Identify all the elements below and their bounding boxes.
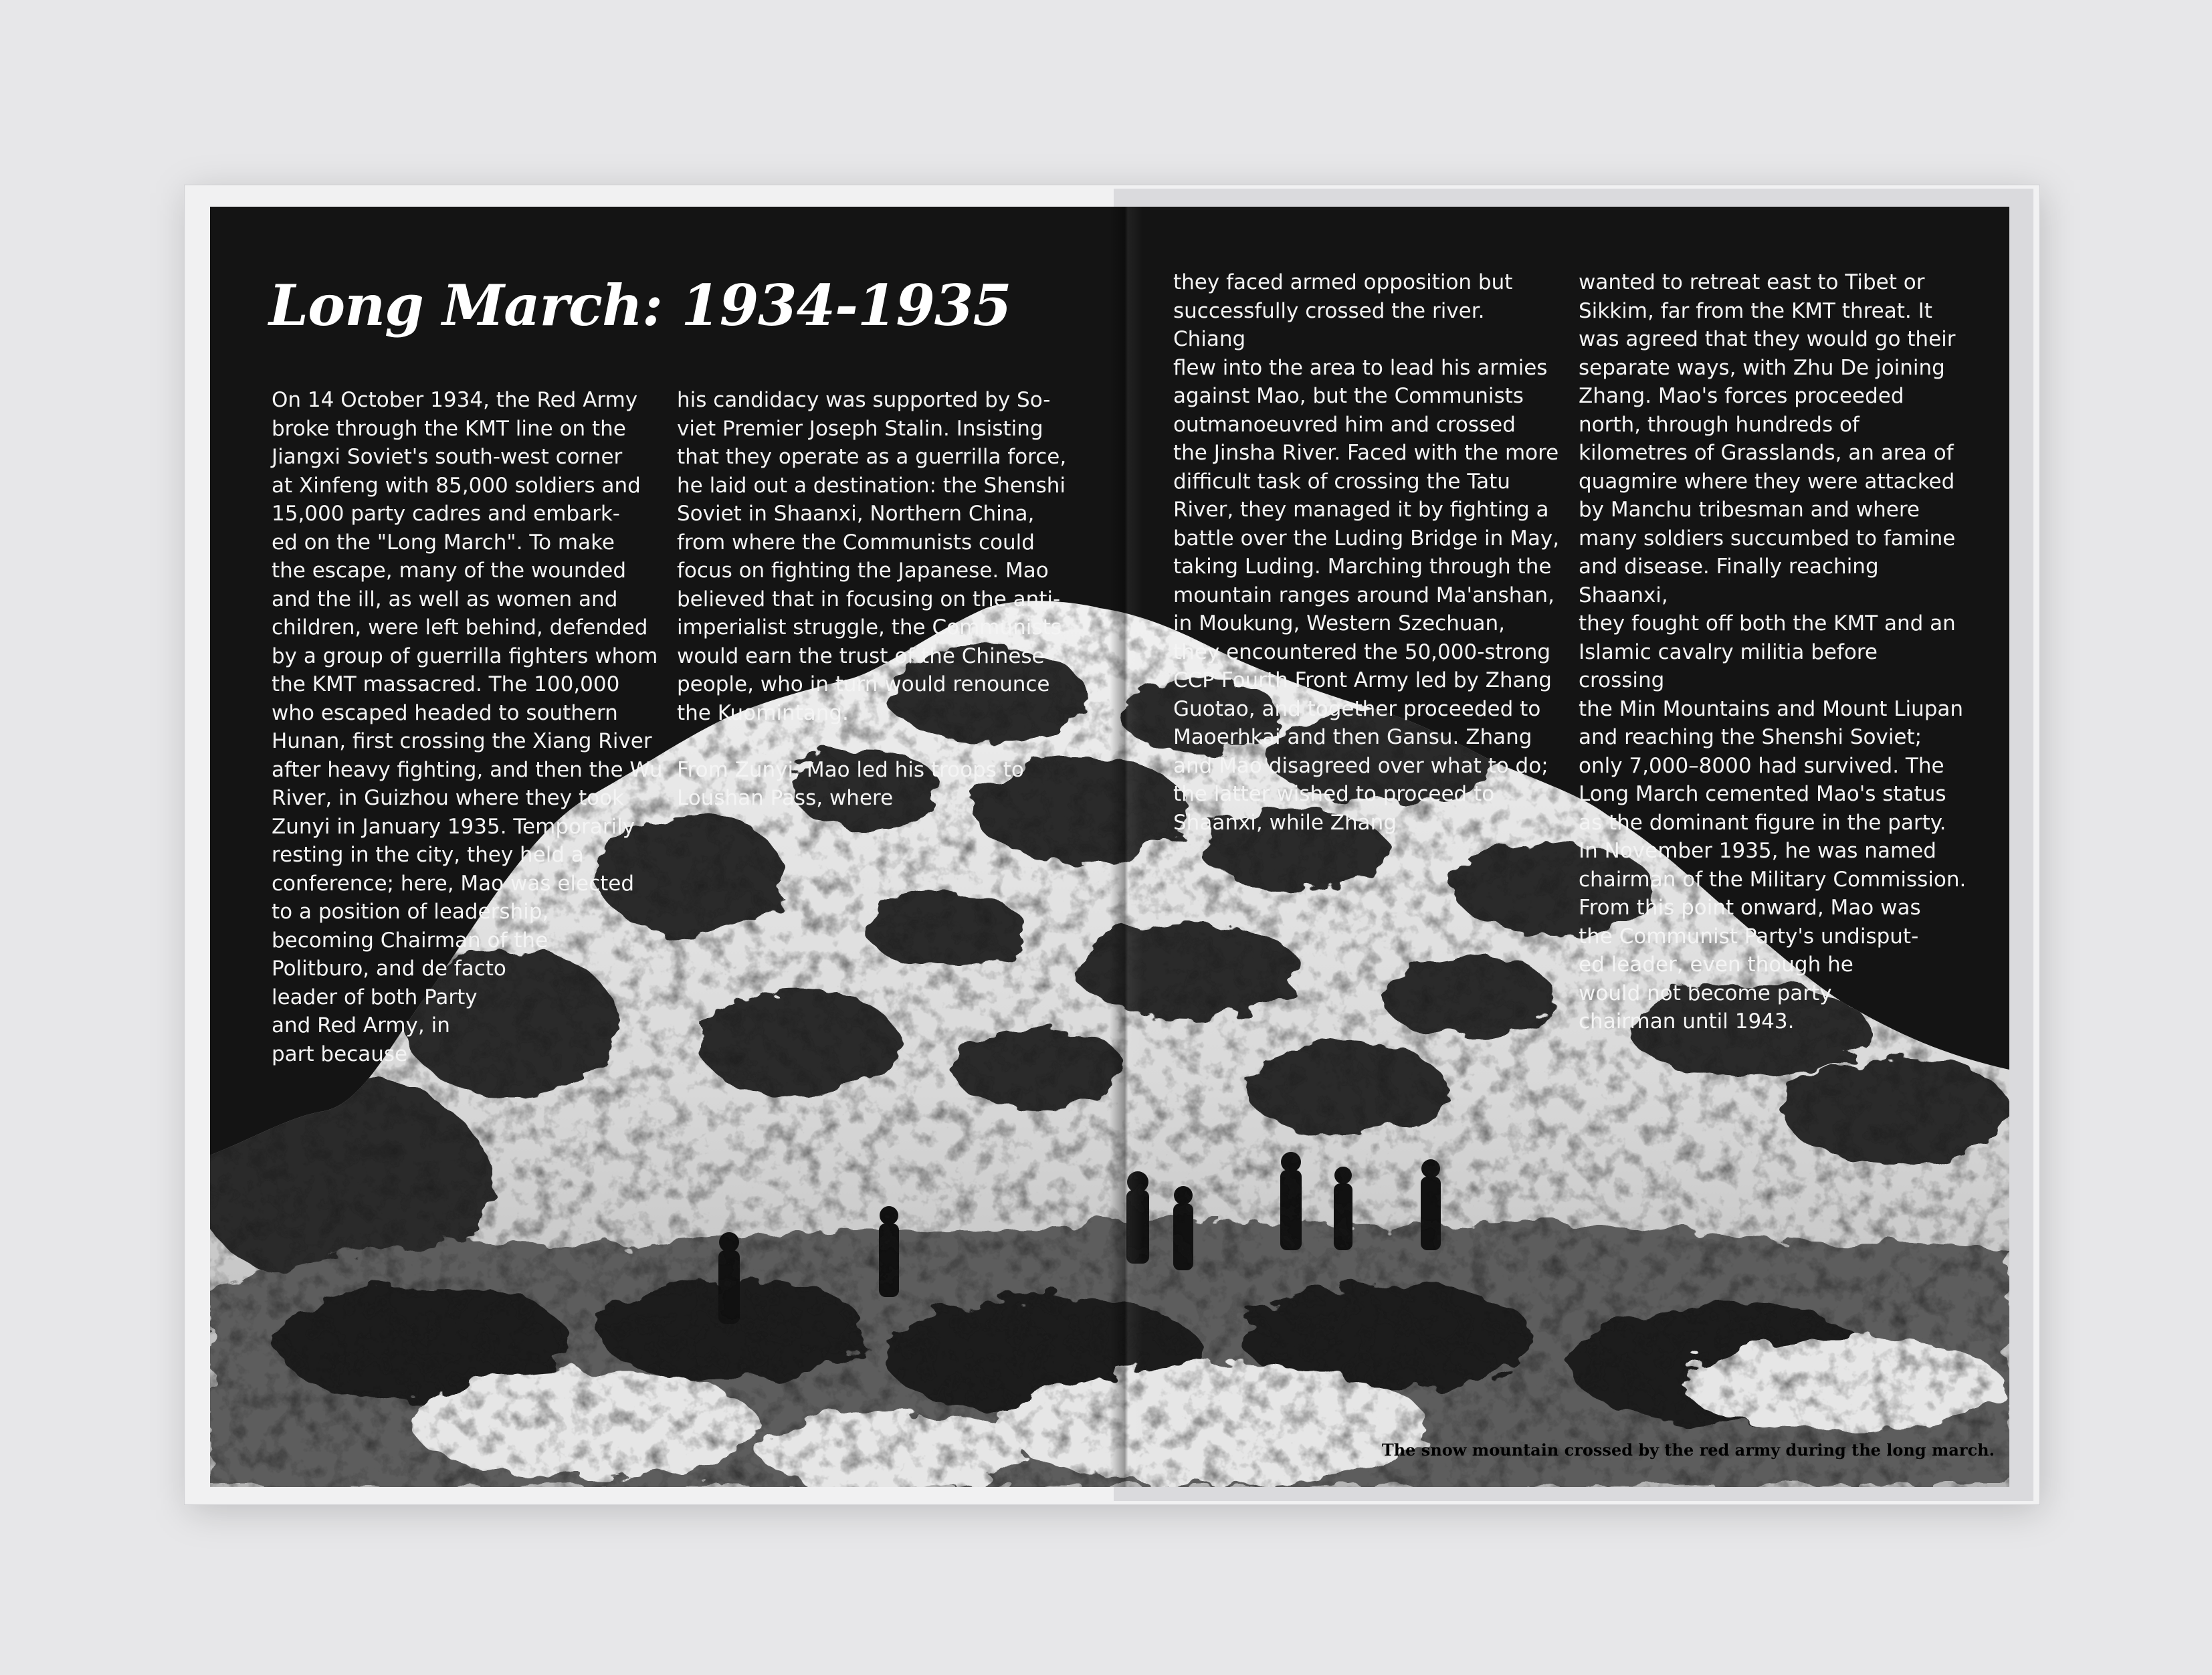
photo-caption: The snow mountain crossed by the red army during the long march. [1381,1440,1995,1460]
column-1: On 14 October 1934, the Red Army broke through the KMT line on the Jiangxi Soviet's south-west corner at Xinfeng with 85,000 soldiers and 15,000 party cadres and embark- ed on the "Long March". To make the escape, many of the wounded and the ill, as well as women and children, were left behind, defended by a group of guerrilla fighters whom the KMT massacred. The 100,000 who escaped headed to southern Hunan, first crossing the Xiang River after heavy fighting, and then the Wu River, in Guizhou where they took Zunyi in January 1935. Temporarily resting in the city, they held a conference; here, Mao was elected to a position of leadership, becoming Chairman of the Politburo, and de facto leader of both Party and Red Army, in part because [272,388,663,1066]
column-4: wanted to retreat east to Tibet or Sikkim, far from the KMT threat. It was agreed that they would go their separate ways, with Zhu De joining Zhang. Mao's forces proceeded north, through hundreds of kilometres of Grasslands, an area of quagmire where they were attacked by Manchu tribesman and where many soldiers succumbed to famine and disease. Finally reaching Shaanxi, they fought off both the KMT and an Islamic cavalry militia before crossing the Min Mountains and Mount Liupan and reaching the Shenshi Soviet; only 7,000–8000 had survived. The Long March cemented Mao's status as the dominant figure in the party. In November 1935, he was named chairman of the Military Commission. From this point onward, Mao was the Communist Party's undisput- ed leader, even though he would not become party chairman until 1943. [1579,270,1967,1033]
magazine-spread [210,207,2009,1487]
article-title: Long March: 1934-1935 [269,272,1011,338]
column-3: they faced armed opposition but successfully crossed the river. Chiang flew into the area to lead his armies against Mao, but the Communists outmanoeuvred him and crossed the Jinsha River. Faced with the more difficult task of crossing the Tatu River, they managed it by fighting a battle over the Luding Bridge in May, taking Luding. Marching through the mountain ranges around Ma'anshan, in Moukung, Western Szechuan, they encountered the 50,000-strong CCP Fourth Front Army led by Zhang Guotao, and together proceeded to Maoerhkai and then Gansu. Zhang and Mao disagreed over what to do; the latter wished to proceed to Shaanxi, while Zhang [1173,270,1560,835]
column-2: his candidacy was supported by So- viet Premier Joseph Stalin. Insisting that they operate as a guerrilla force, he laid out a destination: the Shenshi Soviet in Shaanxi, Northern China, from where the Communists could focus on fighting the Japanese. Mao believed that in focusing on the anti- imperialist struggle, the Communists would earn the trust of the Chinese people, who in turn would renounce the Kuomintang. From Zunyi, Mao led his troops to Loushan Pass, where [677,388,1067,810]
